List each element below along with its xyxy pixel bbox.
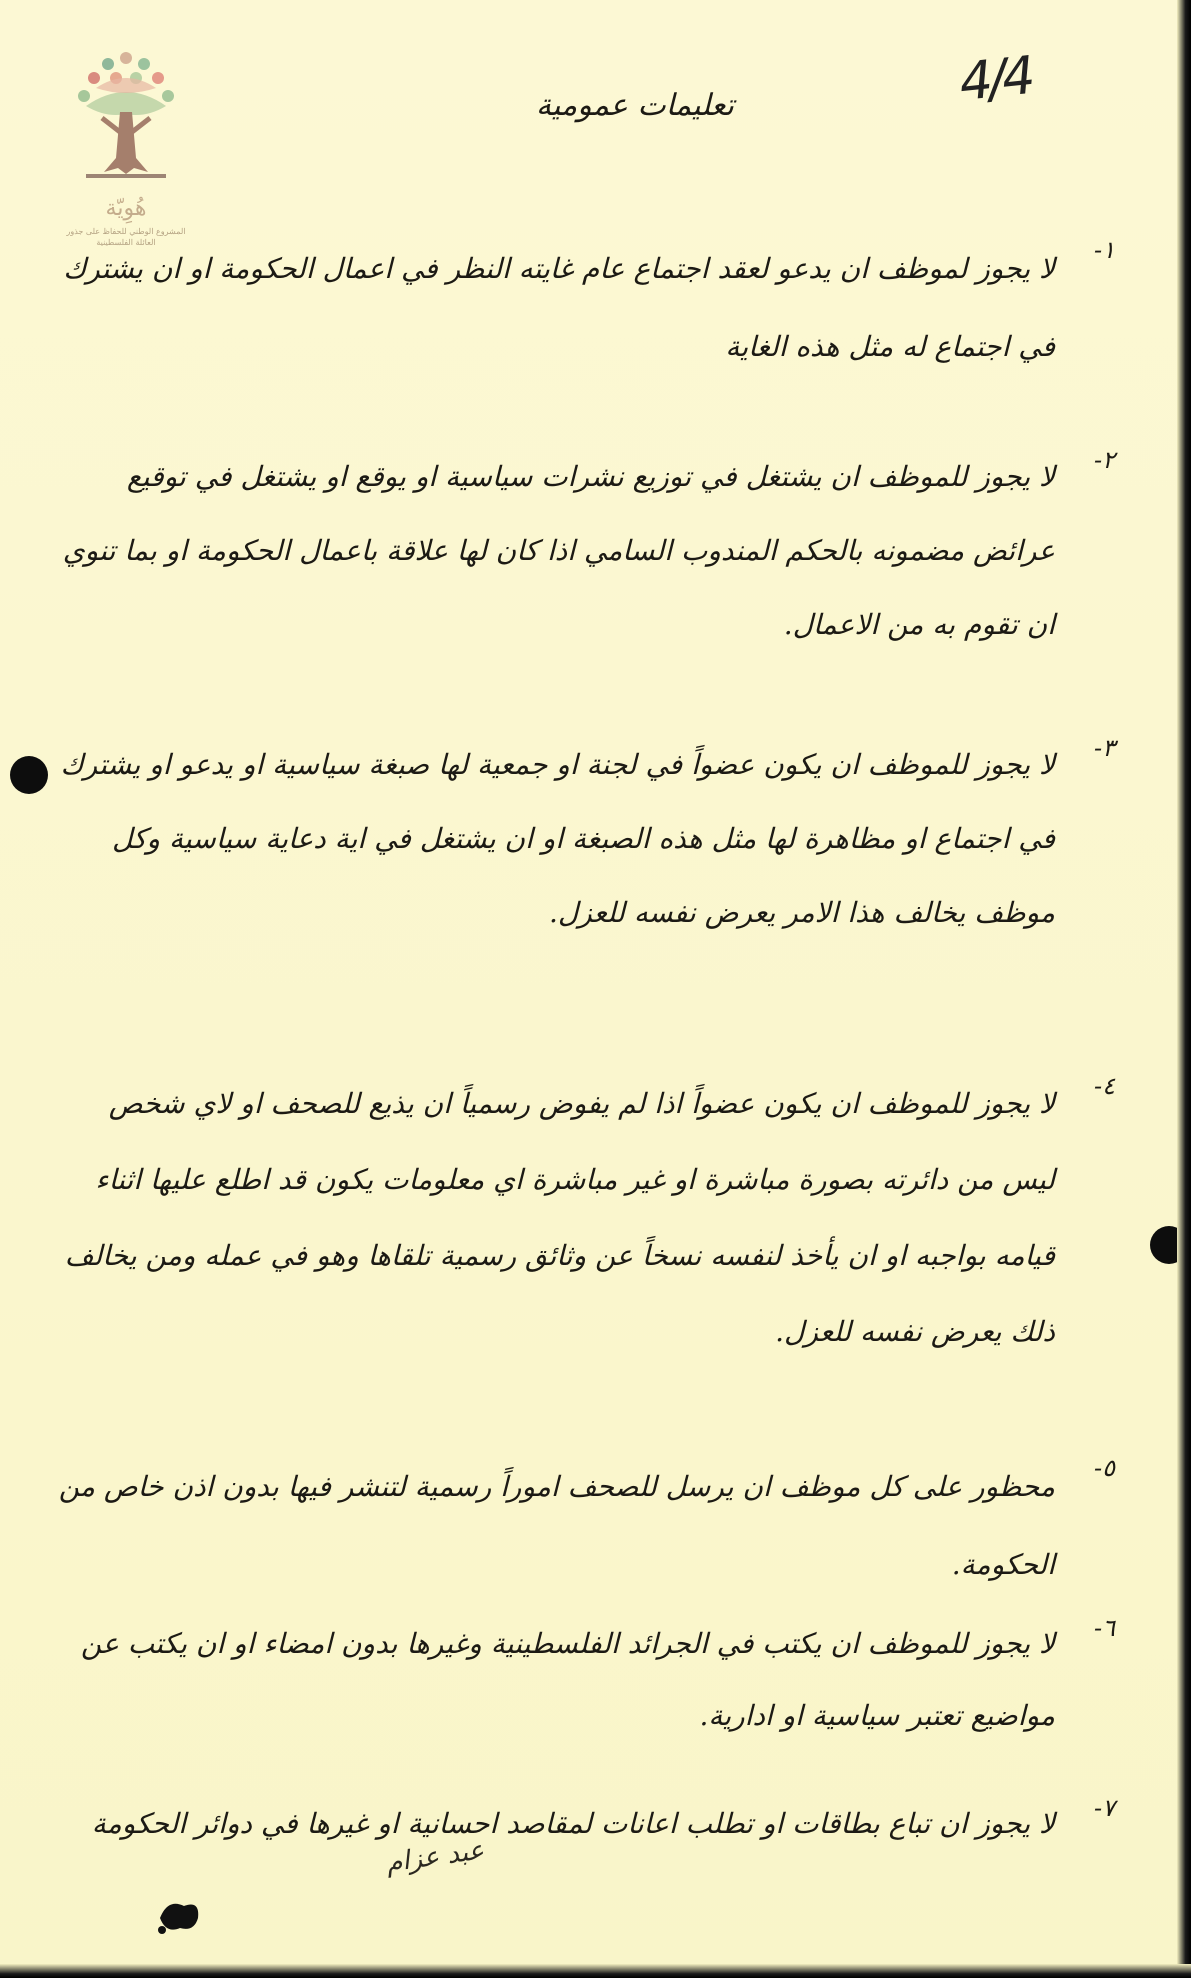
scan-edge-right	[1177, 0, 1191, 1978]
logo-subtitle: المشروع الوطني للحفاظ على جذور العائلة الفلسطينية	[66, 227, 186, 247]
clause-number: ١-	[1094, 236, 1115, 264]
clause-text: لا يجوز للموظف ان يكون عضواً اذا لم يفوض رسمياً ان يذيع للصحف او لاي شخص ليس من دائرته بصورة مباشرة او غير مباشرة اي معلومات يكون قد اطلع عليها اثناء قيامه بواجبه او ان يأخذ لنفسه نسخاً عن وثائق رسمية تلقاها وهو في عمله ومن يخالف ذلك يعرض نفسه للعزل.	[64, 1087, 1055, 1348]
clause-text: لا يجوز لموظف ان يدعو لعقد اجتماع عام غايته النظر في اعمال الحكومة او ان يشترك في اجتماع له مثل هذه الغاية	[63, 252, 1055, 363]
clause-text: محظور على كل موظف ان يرسل للصحف اموراً رسمية لتنشر فيها بدون اذن خاص من الحكومة.	[58, 1470, 1055, 1581]
scan-edge-bottom	[0, 1964, 1191, 1978]
clause-number: ٢-	[1094, 446, 1115, 474]
clause-text: لا يجوز ان تباع بطاقات او تطلب اعانات لمقاصد احسانية او غيرها في دوائر الحكومة	[91, 1807, 1055, 1840]
ink-blot-mark	[150, 1888, 220, 1938]
page-number: 4/4	[956, 45, 1035, 114]
clause-number: ٧-	[1094, 1794, 1115, 1822]
document-title: تعليمات عمومية	[535, 88, 735, 123]
punch-hole-mark	[10, 756, 48, 794]
clause-number: ٥-	[1094, 1454, 1115, 1482]
signature: عبد عزام	[384, 1835, 486, 1879]
clause-text: لا يجوز للموظف ان يكون عضواً في لجنة او جمعية لها صبغة سياسية او يدعو او يشترك في اجتماع او مظاهرة لها مثل هذه الصبغة او ان يشتغل في اية دعاية سياسية وكل موظف يخالف هذا الامر يعرض نفسه للعزل.	[60, 748, 1055, 929]
clause-text: لا يجوز للموظف ان يكتب في الجرائد الفلسطينية وغيرها بدون امضاء او ان يكتب عن مواضيع تعتبر سياسية او ادارية.	[80, 1627, 1055, 1732]
logo-brand-word: هُوِيّة	[105, 196, 147, 221]
clause-number: ٤-	[1094, 1072, 1115, 1100]
clause-text: لا يجوز للموظف ان يشتغل في توزيع نشرات سياسية او يوقع او يشتغل في توقيع عرائض مضمونه بالحكم المندوب السامي اذا كان لها علاقة باعمال الحكومة او بما تنوي ان تقوم به من الاعمال.	[62, 460, 1055, 641]
clause-number: ٣-	[1094, 734, 1115, 762]
clause-number: ٦-	[1094, 1614, 1115, 1642]
